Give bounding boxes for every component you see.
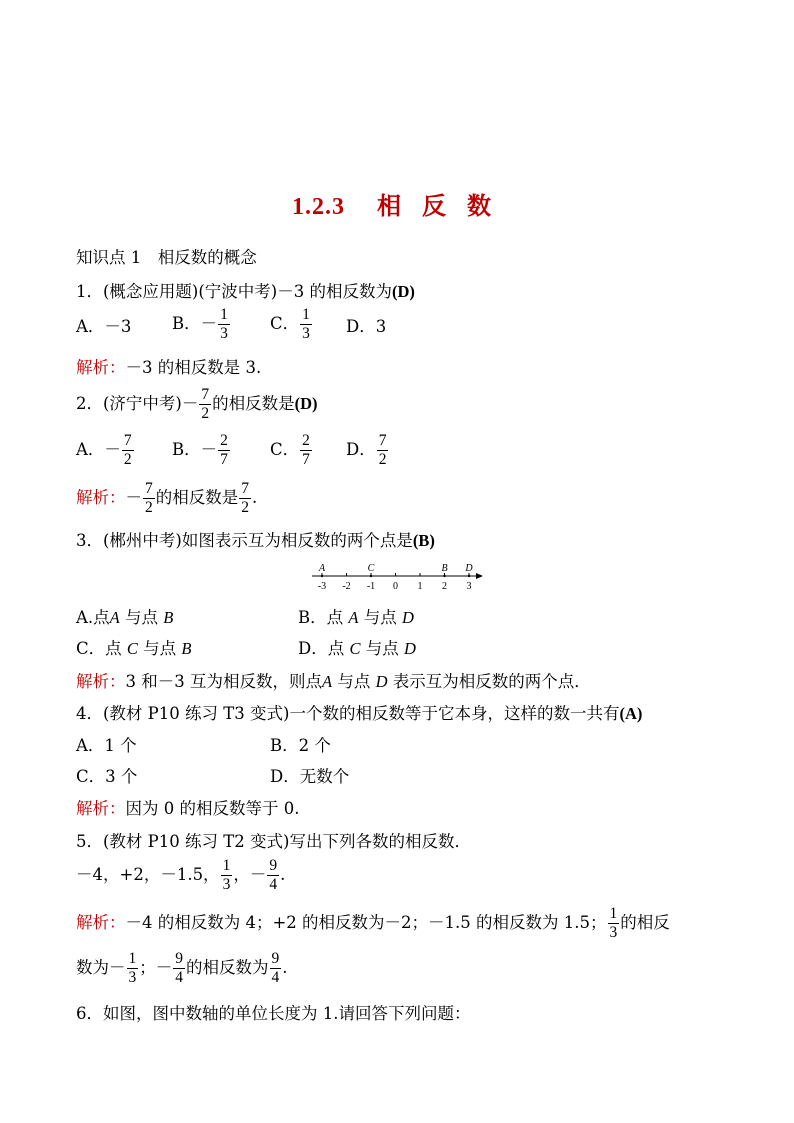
q1-stem-text: 1．(概念应用题)(宁波中考)－3 的相反数为	[76, 282, 392, 301]
fraction-denominator: 3	[220, 325, 228, 342]
fraction-denominator: 7	[220, 451, 228, 468]
number-line-point-c: C	[367, 563, 375, 574]
fraction-numerator: 2	[220, 432, 228, 449]
q1-option-a-value: －3	[104, 317, 132, 336]
number-line-point-b: B	[441, 563, 448, 574]
q3-option-c-text-1: C．点	[76, 639, 127, 658]
q1-option-d-label: D．	[346, 317, 376, 336]
q2-explanation-fraction-1	[143, 480, 155, 517]
q2-option-c	[270, 432, 313, 469]
q3-option-a-point-1: A	[109, 608, 120, 627]
q3-option-c	[76, 638, 191, 660]
q2-option-d	[346, 432, 389, 469]
q2-option-c-label: C．	[270, 440, 300, 459]
q4-answer: (A)	[619, 704, 643, 723]
number-line-point-d: D	[465, 563, 473, 574]
q1-option-a	[76, 316, 131, 338]
fraction-denominator: 3	[222, 876, 231, 893]
title-char-2: 反	[422, 194, 447, 220]
q4-stem	[76, 703, 642, 725]
number-line-tick-label: 3	[466, 581, 472, 592]
fraction-numerator: 1	[609, 905, 618, 922]
q2-option-a-label: A．	[76, 440, 105, 459]
fraction-numerator: 1	[128, 950, 137, 967]
q5-list-pre: －4，+2，－1.5，	[76, 865, 220, 884]
fraction-denominator: 4	[271, 969, 280, 986]
fraction-denominator: 4	[269, 876, 278, 893]
q1-option-d-value: 3	[375, 317, 387, 336]
title-char-3: 数	[467, 194, 492, 220]
fraction-denominator: 2	[123, 451, 132, 468]
q5-explanation-fraction-4	[270, 950, 282, 987]
q1-option-c-label: C．	[270, 314, 300, 333]
q2-option-a	[76, 432, 135, 469]
q5-explanation-4: ；－	[139, 958, 173, 977]
number-line-tick-label: -1	[366, 581, 376, 592]
fraction-denominator: 2	[201, 405, 210, 422]
q1-explanation-text: －3 的相反数是 3.	[125, 358, 262, 377]
fraction-denominator: 2	[378, 451, 387, 468]
q5-explanation-fraction-1	[608, 905, 620, 942]
q2-option-b-fraction	[218, 432, 230, 469]
q4-option-c: C．3 个	[76, 767, 138, 786]
explanation-label: 解析：	[76, 358, 126, 377]
page-title	[0, 186, 794, 221]
q2-option-d-label: D．	[346, 440, 376, 459]
q1-option-a-label: A．	[76, 317, 105, 336]
q4-explanation	[76, 798, 299, 820]
fraction-denominator: 2	[241, 499, 249, 516]
q4-stem-text: 4．(教材 P10 练习 T3 变式)一个数的相反数等于它本身，这样的数一共有	[76, 704, 620, 723]
q2-stem	[76, 386, 318, 423]
q2-option-c-fraction	[300, 432, 312, 469]
q6-stem: 6．如图，图中数轴的单位长度为 1.请回答下列问题：	[76, 1004, 471, 1023]
q4-option-a: A．1 个	[76, 736, 137, 755]
number-line-point-dot	[468, 575, 470, 577]
number-line-point-a: A	[318, 563, 326, 574]
fraction-denominator: 3	[609, 924, 618, 941]
q2-explanation-mid: 的相反数是	[155, 488, 239, 507]
q5-explanation-fraction-2	[127, 950, 139, 987]
number-line-tick-label: 2	[442, 581, 447, 592]
explanation-label: 解析：	[76, 488, 126, 507]
q3-option-a-point-2: B	[163, 608, 174, 627]
q1-option-b-fraction	[218, 306, 230, 343]
title-char-1: 相	[377, 194, 402, 220]
explanation-label: 解析：	[76, 672, 126, 691]
explanation-label: 解析：	[76, 799, 126, 818]
q3-option-a-text-1: A.点	[76, 608, 110, 627]
q1-option-d	[346, 316, 386, 338]
fraction-numerator: 1	[220, 306, 228, 323]
q5-number-list	[76, 857, 285, 894]
fraction-denominator: 3	[302, 325, 310, 342]
explanation-label: 解析：	[76, 913, 126, 932]
q2-option-b	[172, 432, 231, 469]
q3-number-line	[310, 558, 490, 594]
q3-option-c-point-2: B	[181, 639, 192, 658]
fraction-numerator: 7	[201, 386, 210, 403]
fraction-numerator: 1	[222, 857, 231, 874]
q5-explanation-fraction-3	[173, 950, 185, 987]
q3-option-a	[76, 607, 173, 629]
fraction-numerator: 9	[271, 950, 280, 967]
q5-list-end: .	[280, 865, 286, 884]
number-line-tick-label: 1	[417, 581, 423, 592]
q5-list-mid: ，－	[233, 865, 267, 884]
q3-explanation-2: 与点	[332, 672, 376, 691]
q3-option-d-text-1: D．点	[298, 639, 350, 658]
number-line-tick-label: -3	[317, 581, 327, 592]
fraction-denominator: 2	[145, 499, 153, 516]
q5-list-fraction-1	[221, 857, 233, 894]
q3-option-d-point-1: C	[349, 639, 361, 658]
fraction-numerator: 2	[302, 432, 310, 449]
q2-option-a-fraction	[122, 432, 134, 469]
q2-stem-post: 的相反数是	[212, 394, 295, 413]
fraction-numerator: 1	[302, 306, 310, 323]
q3-option-d-text-2: 与点	[360, 639, 404, 658]
number-line-tick-label: -2	[342, 581, 351, 592]
q4-explanation-text: 因为 0 的相反数等于 0.	[125, 799, 300, 818]
q3-explanation-1: 3 和－3 互为相反数，则点	[125, 672, 322, 691]
q2-explanation-end: .	[252, 488, 258, 507]
q2-option-d-fraction	[377, 432, 389, 469]
q5-list-fraction-2	[267, 857, 279, 894]
number-line-point-dot	[370, 575, 372, 577]
number-line-tick-label: 0	[393, 581, 398, 592]
q3-option-c-point-1: C	[126, 639, 138, 658]
fraction-numerator: 7	[145, 480, 153, 497]
q3-explanation	[76, 671, 591, 693]
q3-option-b-text-2: 与点	[358, 608, 402, 627]
fraction-numerator: 7	[241, 480, 249, 497]
q5-explanation-6: .	[282, 958, 288, 977]
q3-answer: (B)	[412, 531, 435, 550]
number-line-point-dot	[321, 575, 323, 577]
number-line-arrow	[476, 573, 483, 579]
q5-explanation-3: 数为－	[76, 958, 126, 977]
q1-option-b-label: B．	[172, 314, 201, 333]
q3-explanation-point-1: A	[322, 672, 333, 691]
q1-option-b-sign: －	[200, 314, 218, 333]
section-heading: 知识点 1 相反数的概念	[76, 248, 257, 267]
fraction-denominator: 7	[302, 451, 310, 468]
q3-option-b-point-2: D	[401, 608, 414, 627]
number-line-point-dot	[443, 575, 445, 577]
q3-option-b	[298, 607, 414, 629]
fraction-denominator: 4	[175, 969, 183, 986]
q3-option-b-text-1: B．点	[298, 608, 349, 627]
q4-option-b: B．2 个	[270, 736, 331, 755]
q2-answer: (D)	[294, 394, 318, 413]
fraction-numerator: 7	[378, 432, 387, 449]
q2-option-b-label: B．	[172, 440, 201, 459]
fraction-numerator: 9	[175, 950, 183, 967]
fraction-numerator: 7	[123, 432, 132, 449]
q1-answer: (D)	[392, 282, 415, 301]
q2-explanation-fraction-2	[239, 480, 251, 517]
q3-explanation-3: 表示互为相反数的两个点．	[387, 672, 591, 691]
q1-option-c	[270, 306, 313, 343]
q5-explanation-line-2	[76, 950, 288, 987]
fraction-numerator: 9	[269, 857, 278, 874]
q3-explanation-point-2: D	[375, 672, 388, 691]
q3-option-a-text-2: 与点	[119, 608, 164, 627]
title-number: 1.2.3	[292, 194, 345, 220]
q1-option-b	[172, 306, 231, 343]
q5-explanation-2: 的相反	[620, 913, 670, 932]
q5-explanation-1: －4 的相反数为 4；+2 的相反数为－2；－1.5 的相反数为 1.5；	[125, 913, 607, 932]
q2-explanation	[76, 480, 257, 517]
q5-stem: 5．(教材 P10 练习 T2 变式)写出下列各数的相反数．	[76, 832, 471, 851]
q2-stem-pre: 2．(济宁中考)－	[76, 394, 199, 413]
q2-option-b-sign: －	[200, 440, 218, 459]
q4-option-d: D．无数个	[270, 767, 350, 786]
q5-explanation-5: 的相反数为	[186, 958, 269, 977]
q2-stem-fraction	[199, 386, 211, 423]
q3-stem	[76, 530, 435, 552]
q3-stem-text: 3．(郴州中考)如图表示互为相反数的两个点是	[76, 531, 413, 550]
q3-option-b-point-1: A	[348, 608, 359, 627]
q1-option-c-fraction	[300, 306, 312, 343]
q3-option-d-point-2: D	[404, 639, 416, 658]
q2-option-a-sign: －	[104, 440, 121, 459]
fraction-denominator: 3	[128, 969, 137, 986]
q3-option-d	[298, 638, 416, 660]
q2-explanation-sign: －	[125, 488, 142, 507]
q1-stem	[76, 281, 415, 303]
q3-option-c-text-2: 与点	[137, 639, 182, 658]
q5-explanation-line-1	[76, 905, 670, 942]
q1-explanation	[76, 357, 261, 379]
